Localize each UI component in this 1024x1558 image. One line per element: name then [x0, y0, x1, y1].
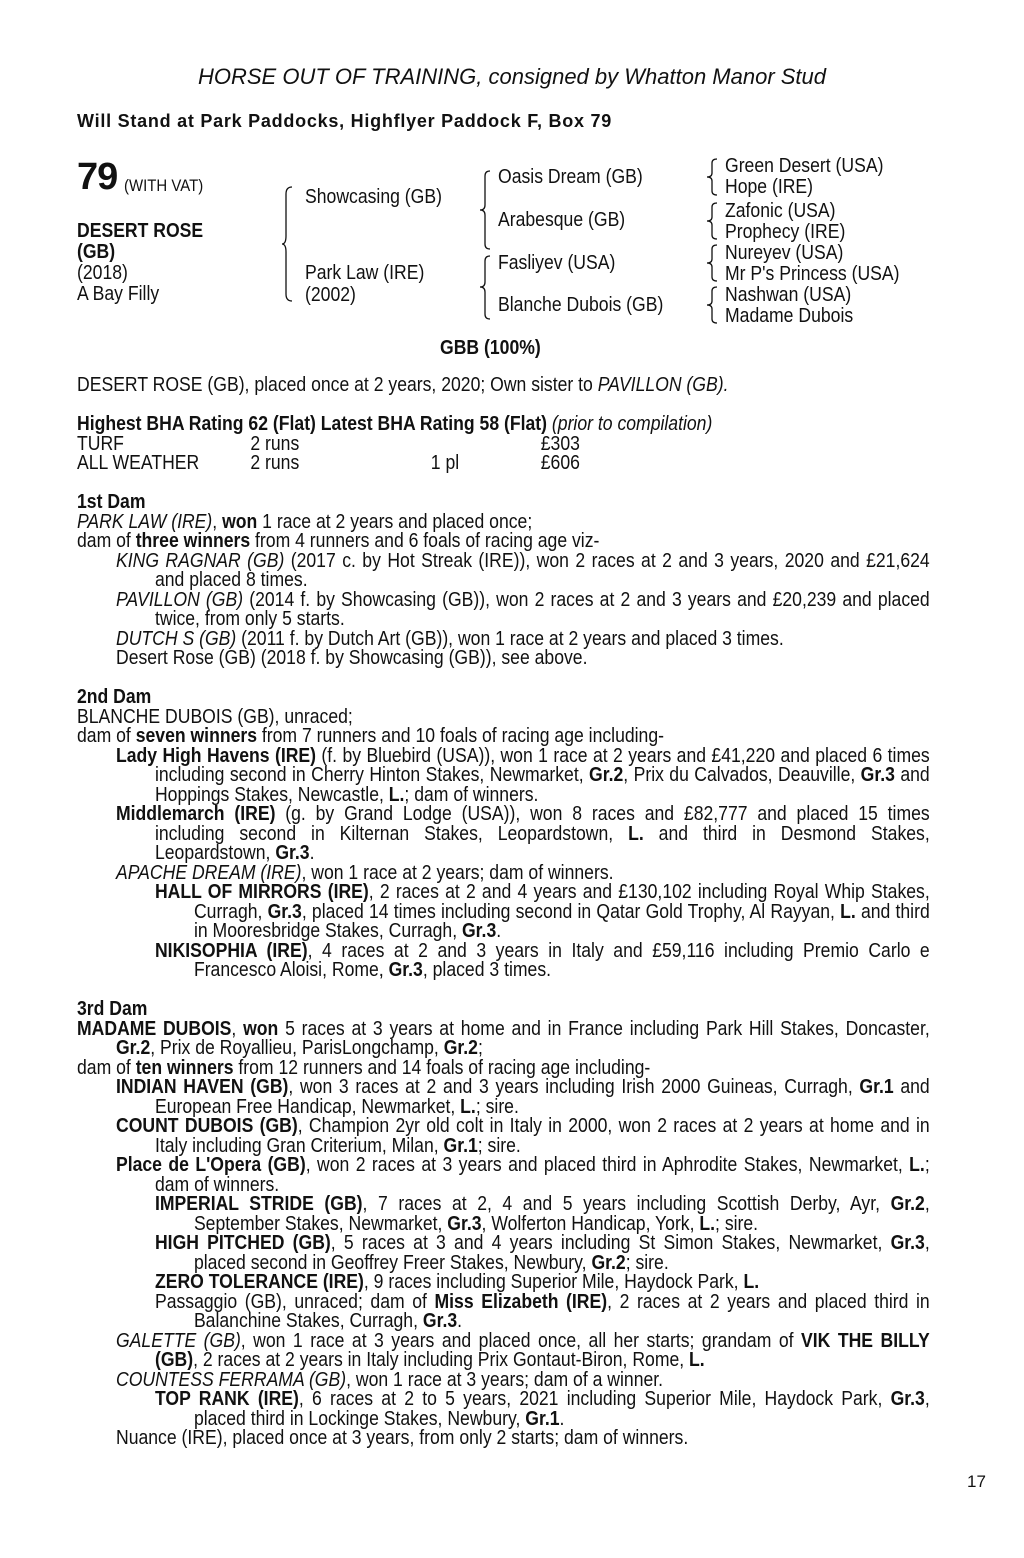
dam-section — [77, 688, 930, 981]
bold-text: L. — [628, 822, 644, 845]
brace-icon — [480, 255, 492, 320]
bold-text: Gr.3 — [860, 764, 895, 786]
brace-icon — [707, 158, 719, 196]
text-run: (2017 c. by Hot Streak (IRE)), won 2 races at 2 and 3 years, 2020 and £21,624 and placed 8 times. — [154, 549, 930, 591]
bold-text: Miss Elizabeth (IRE) — [434, 1290, 608, 1313]
sire-dam-name: Arabesque (GB) — [498, 209, 626, 231]
text-run: 5 races at 3 years at home and in France including Park Hill Stakes, Doncaster, — [278, 1017, 930, 1040]
text-run: , — [212, 510, 223, 533]
race-record-row — [77, 454, 930, 474]
gen4-ancestor: Madame Dubois — [725, 305, 854, 327]
bold-text: Gr.2 — [890, 1193, 925, 1215]
text-run: , September Stakes, Newmarket, — [193, 1193, 930, 1235]
sire-sire-name: Oasis Dream (GB) — [498, 166, 643, 188]
text-run: dam of — [77, 1056, 136, 1079]
text-run: , won 2 races at 3 years and placed third in Aphrodite Stakes, Newmarket, — [305, 1154, 910, 1176]
italic-text: APACHE DREAM (IRE) — [115, 861, 302, 884]
text-run: , 7 races at 2, 4 and 5 years including Scottish Derby, Ayr, — [362, 1193, 891, 1215]
pedigree-entry — [77, 744, 930, 806]
text-run: , — [231, 1017, 244, 1040]
italic-text: PAVILLON (GB) — [115, 588, 244, 611]
bold-text: IMPERIAL STRIDE (GB) — [154, 1193, 363, 1215]
italic-text: COUNTESS FERRAMA (GB) — [115, 1368, 347, 1391]
brace-icon — [480, 170, 492, 250]
pedigree-entry — [77, 805, 930, 864]
text-run: . — [457, 1310, 463, 1332]
text-run: , won 1 race at 2 years; dam of winners. — [301, 861, 614, 884]
dam-dam-name: Blanche Dubois (GB) — [498, 294, 664, 316]
bold-text: Gr.3 — [890, 1232, 925, 1254]
bold-text: Gr.1 — [443, 1134, 478, 1157]
bold-text: Gr.3 — [890, 1388, 925, 1410]
gen4-ancestor: Hope (IRE) — [725, 176, 814, 198]
section-heading: 1st Dam — [77, 491, 146, 513]
page-number: 17 — [967, 1472, 986, 1491]
text-run: , won 3 races at 2 and 3 years including Irish 2000 Guineas, Curragh, — [288, 1076, 860, 1098]
earnings: £606 — [540, 452, 580, 474]
dam-section — [77, 493, 930, 669]
bold-text: seven winners — [135, 725, 258, 747]
text-run: (2014 f. by Showcasing (GB)), won 2 races at 2 and 3 years and £20,239 and placed twice, from only 5 starts. — [154, 588, 930, 630]
text-run: BLANCHE DUBOIS (GB), unraced; — [77, 705, 353, 728]
text-run: , 9 races including Superior Mile, Haydock Park, — [363, 1271, 744, 1293]
gen4-ancestor: Prophecy (IRE) — [725, 221, 846, 243]
dam-year: (2002) — [305, 284, 356, 306]
bold-text: COUNT DUBOIS (GB) — [115, 1115, 298, 1137]
gen4-ancestor: Mr P's Princess (USA) — [725, 263, 900, 285]
bold-text: INDIAN HAVEN (GB) — [115, 1076, 289, 1098]
brace-icon — [707, 244, 719, 282]
surface-label: ALL WEATHER — [77, 452, 200, 474]
text-run: , 2 races at 2 and 4 years and £130,102 including Royal Whip Stakes, Curragh, — [193, 881, 930, 923]
bold-text: Lady High Havens (IRE) — [115, 744, 317, 767]
text-run: Nuance (IRE), placed once at 3 years, from only 2 starts; dam of winners. — [115, 1427, 689, 1449]
text-run: ; — [477, 1037, 483, 1059]
gen4-ancestor: Nureyev (USA) — [725, 242, 844, 264]
bold-text: Gr.2 — [589, 764, 624, 786]
dam-name: Park Law (IRE) — [305, 262, 425, 284]
text-run: ; sire. — [625, 1251, 669, 1274]
horse-name — [77, 221, 220, 242]
surface-label: TURF — [77, 432, 124, 455]
breeding-code: GBB (100%) — [440, 337, 541, 359]
text-run: from 12 runners and 14 foals of racing age including- — [233, 1056, 651, 1079]
bold-text: NIKISOPHIA (IRE) — [154, 939, 308, 962]
text-run: , Prix de Royallieu, ParisLongchamp, — [150, 1037, 444, 1059]
runs-count: 2 runs — [250, 432, 300, 455]
race-record-table — [77, 432, 930, 474]
bold-text: VIK THE BILLY (GB) — [154, 1329, 930, 1371]
pedigree-entry — [77, 1429, 930, 1449]
race-record-row — [77, 432, 930, 455]
italic-text: PARK LAW (IRE) — [77, 510, 213, 533]
pedigree-entry — [77, 1390, 930, 1429]
text-run: Desert Rose (GB) (2018 f. by Showcasing (GB)), see above. — [115, 647, 588, 669]
horse-name-line1: DESERT ROSE — [77, 220, 204, 242]
pedigree-entry — [77, 1078, 930, 1117]
text-run: . — [559, 1407, 565, 1430]
text-run: . — [496, 920, 502, 942]
bold-text: Highest BHA Rating 62 (Flat) Latest BHA Rating 58 (Flat) — [77, 413, 548, 435]
text-run: , placed second in Geoffrey Freer Stakes, Newbury, — [193, 1232, 930, 1274]
text-run: , Wolferton Handicap, York, — [481, 1212, 700, 1235]
catalogue-text — [77, 376, 930, 1449]
gen4-ancestor: Zafonic (USA) — [725, 200, 836, 222]
bold-text: HALL OF MIRRORS (IRE) — [154, 881, 369, 903]
text-run: , Champion 2yr old colt in Italy in 2000, won 2 races at 2 years at home and in Italy including Gran Criterium, Milan, — [154, 1115, 930, 1157]
pedigree-entry — [77, 549, 930, 591]
bold-text: Gr.3 — [461, 920, 497, 942]
text-run: , placed 14 times including second in Qatar Gold Trophy, Al Rayyan, — [301, 900, 841, 923]
bha-ratings — [77, 415, 930, 435]
bold-text: Gr.1 — [525, 1407, 560, 1430]
pedigree-entry — [77, 1117, 930, 1156]
bold-text: Gr.2 — [115, 1037, 151, 1059]
pedigree-entry — [77, 1234, 930, 1273]
horse-description: A Bay Filly — [77, 283, 160, 305]
text-run: (2011 f. by Dutch Art (GB)), won 1 race at 2 years and placed 3 times. — [236, 627, 784, 650]
bold-text: HIGH PITCHED (GB) — [154, 1232, 331, 1254]
vat-note — [124, 176, 214, 196]
text-run: DESERT ROSE (GB), placed once at 2 years, 2020; Own sister to — [77, 374, 598, 396]
text-run: , 5 races at 3 and 4 years including St Simon Stakes, Newmarket, — [330, 1232, 891, 1254]
text-run: ; sire. — [475, 1095, 519, 1118]
pedigree-entry — [77, 1290, 930, 1332]
text-run: , placed 3 times. — [422, 959, 552, 981]
text-run: from 7 runners and 10 foals of racing age including- — [257, 725, 665, 747]
bold-text: L. — [840, 900, 856, 923]
bold-text: L. — [388, 783, 405, 806]
bold-text: Place de L'Opera (GB) — [115, 1154, 306, 1176]
pedigree-entry — [77, 649, 930, 669]
text-run: ; sire. — [477, 1134, 521, 1157]
brace-icon — [707, 286, 719, 324]
bold-text: won — [222, 510, 258, 533]
bold-text: Gr.3 — [388, 959, 423, 981]
text-run: , Prix du Calvados, Deauville, — [623, 764, 861, 786]
text-run: 1 race at 2 years and placed once; — [257, 510, 533, 533]
text-run: ; sire. — [715, 1212, 759, 1235]
text-run: , 4 races at 2 and 3 years in Italy and £59,116 including Premio Carlo e Francesco Aloisi, Rome, — [193, 939, 930, 981]
bold-text: Middlemarch (IRE) — [115, 803, 276, 825]
italic-text: KING RAGNAR (GB) — [115, 549, 285, 572]
gen4-ancestor: Nashwan (USA) — [725, 284, 852, 306]
stand-location: Will Stand at Park Paddocks, Highflyer Paddock F, Box 79 — [77, 111, 612, 131]
pedigree-entry — [77, 1017, 930, 1059]
text-run: (f. by Bluebird (USA)), won 1 race at 2 years and £41,220 and placed 6 times including second in Cherry Hinton Stakes, Newmarket, — [154, 744, 930, 786]
text-run: ; dam of winners. — [404, 783, 539, 806]
bold-text: L. — [743, 1271, 760, 1293]
bold-text: ZERO TOLERANCE (IRE) — [154, 1271, 364, 1293]
text-run: , won 1 race at 3 years and placed once, all her starts; grandam of — [240, 1329, 802, 1352]
horse-origin — [77, 242, 120, 263]
race-summary — [77, 376, 930, 396]
text-run: and third in Mooresbridge Stakes, Curragh, — [193, 900, 930, 942]
brace-icon — [282, 186, 294, 302]
italic-text: (prior to compilation) — [551, 413, 713, 435]
italic-text: DUTCH S (GB) — [115, 627, 237, 650]
bold-text: L. — [689, 1349, 705, 1371]
pedigree-entry — [77, 1195, 930, 1234]
bold-text: Gr.2 — [443, 1037, 478, 1059]
text-run: and Hoppings Stakes, Newcastle, — [154, 764, 930, 806]
section-heading: 3rd Dam — [77, 998, 148, 1020]
text-run: dam of — [77, 725, 136, 747]
bold-text: MADAME DUBOIS — [77, 1017, 232, 1040]
text-run: , 6 races at 2 to 5 years, 2021 including Superior Mile, Haydock Park, — [298, 1388, 891, 1410]
pedigree-entry — [77, 939, 930, 981]
gen4-ancestor: Green Desert (USA) — [725, 155, 884, 177]
text-run: (g. by Grand Lodge (USA)), won 8 races and £82,777 and placed 15 times including second in Kilternan Stakes, Leopardstown, — [154, 803, 930, 845]
bold-text: three winners — [135, 530, 251, 552]
text-run: and European Free Handicap, Newmarket, — [154, 1076, 930, 1118]
brace-icon — [707, 202, 719, 240]
bold-text: L. — [699, 1212, 716, 1235]
dam-sire-name: Fasliyev (USA) — [498, 252, 616, 274]
text-run: , won 1 race at 3 years; dam of a winner. — [346, 1368, 664, 1391]
italic-text: PAVILLON (GB). — [597, 374, 729, 396]
pedigree-entry — [77, 1156, 930, 1195]
vat-label: (WITH VAT) — [124, 176, 204, 195]
bold-text: Gr.3 — [275, 842, 310, 864]
text-run: , 2 races at 2 years and placed third in Balanchine Stakes, Curragh, — [193, 1290, 930, 1332]
text-run: , placed third in Lockinge Stakes, Newbury, — [193, 1388, 930, 1430]
section-heading: 2nd Dam — [77, 686, 152, 708]
placed-count: 1 pl — [430, 452, 460, 474]
italic-text: GALETTE (GB) — [115, 1329, 241, 1352]
bold-text: L. — [909, 1154, 925, 1176]
bold-text: Gr.3 — [447, 1212, 482, 1235]
bold-text: ten winners — [135, 1056, 234, 1079]
horse-year: (2018) — [77, 262, 128, 284]
pedigree-entry — [77, 588, 930, 630]
horse-name-line2: (GB) — [77, 241, 116, 263]
runs-count: 2 runs — [250, 452, 300, 474]
bold-text: won — [243, 1017, 279, 1040]
page-title: HORSE OUT OF TRAINING, consigned by Whatton Manor Stud — [197, 64, 827, 89]
text-run: , 2 races at 2 years in Italy including Prix Gontaut-Biron, Rome, — [193, 1349, 690, 1371]
sire-name: Showcasing (GB) — [305, 186, 442, 208]
pedigree-entry — [77, 883, 930, 942]
text-run: Passaggio (GB), unraced; dam of — [154, 1290, 435, 1313]
text-run: from 4 runners and 6 foals of racing age viz- — [250, 530, 600, 552]
dam-section — [77, 1000, 930, 1449]
text-run: and third in Desmond Stakes, Leopardstown, — [154, 822, 930, 864]
lot-number: 79 — [77, 156, 118, 198]
bold-text: Gr.2 — [591, 1251, 626, 1274]
earnings: £303 — [540, 432, 580, 455]
bold-text: Gr.3 — [422, 1310, 458, 1332]
bold-text: TOP RANK (IRE) — [154, 1388, 299, 1410]
text-run: . — [309, 842, 315, 864]
bold-text: L. — [460, 1095, 476, 1118]
bold-text: Gr.1 — [859, 1076, 894, 1098]
pedigree-entry — [77, 1329, 930, 1371]
text-run: dam of — [77, 530, 136, 552]
bold-text: Gr.3 — [267, 900, 302, 923]
text-run: ; dam of winners. — [154, 1154, 930, 1196]
